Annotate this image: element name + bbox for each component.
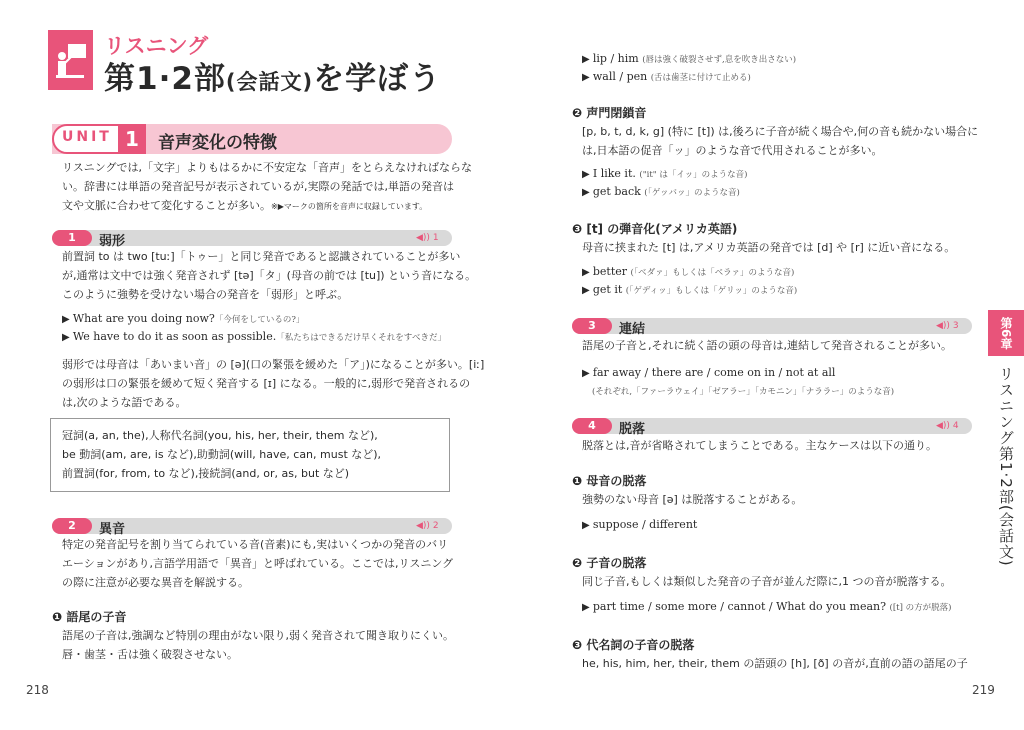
example-sentence: ▶ far away / there are / come on in / not at all <box>582 366 836 379</box>
audio-track[interactable]: ◀)) 2 <box>416 521 439 531</box>
section-number: 2 <box>52 518 92 534</box>
play-marker-icon: ▶ <box>582 267 593 278</box>
play-marker-icon: ▶ <box>62 314 73 325</box>
page-number: 218 <box>26 683 49 697</box>
subsection-title: ❷ 声門閉鎖音 <box>572 106 647 120</box>
audio-track[interactable]: ◀)) 1 <box>416 233 439 243</box>
subsection-title: ❸ [t] の弾音化(アメリカ英語) <box>572 222 738 236</box>
flapping-paragraph: 母音に挟まれた [t] は,アメリカ英語の発音では [d] や [r] に近い音になる。 <box>582 241 956 254</box>
audio-track[interactable]: ◀)) 4 <box>936 421 959 431</box>
page-title: 第1·2部(会話文)を学ぼう <box>104 61 442 97</box>
play-marker-icon: ▶ <box>582 520 593 531</box>
lecture-icon <box>48 30 93 90</box>
glottal-stop-paragraph: [p, b, t, d, k, g] (特に [t]) は,後ろに子音が続く場合や,何の音も続かない場合に は,日本語の促音「ッ」のような音で代用されることが多い。 <box>582 125 979 157</box>
chapter-title-vertical: リスニング第1·2部(会話文) <box>997 366 1015 567</box>
speaker-icon: ◀)) <box>416 521 430 531</box>
weak-form-paragraph-2: 弱形では母音は「あいまい音」の [ə](口の緊張を緩めた「ア」)になることが多い。[iː] の弱形は口の緊張を緩めて短く発音する [ɪ] になる。一般的に,弱形で発音されるの は,次のような語である。 <box>62 358 485 409</box>
play-marker-icon: ▶ <box>582 368 593 379</box>
section-title: 連結 <box>619 322 646 337</box>
unit-label: UNIT <box>62 129 112 145</box>
section-number: 1 <box>52 230 92 246</box>
play-marker-icon: ▶ <box>582 169 593 180</box>
speaker-icon: ◀)) <box>936 321 950 331</box>
page-number: 219 <box>972 683 995 697</box>
example-sentence: ▶ lip / him (唇は強く破裂させず,息を吹き出さない) <box>582 52 797 65</box>
section-title: 弱形 <box>99 234 126 249</box>
play-marker-icon: ▶ <box>582 54 593 65</box>
section-title: 異音 <box>99 522 126 537</box>
intro-paragraph: リスニングでは,「文字」よりもはるかに不安定な「音声」をとらえなければならな い。辞書には単語の発音記号が表示されているが,実際の発話では,単語の発音は 文や文脈に合わせて変化することが多い。※▶マークの箇所を音声に収録しています。 <box>62 161 473 212</box>
audio-note: ※▶マークの箇所を音声に収録しています。 <box>271 202 428 211</box>
example-sentence: ▶ What are you doing now?「今何をしているの?」 <box>62 312 305 325</box>
unit-title: 音声変化の特徴 <box>158 133 277 153</box>
play-marker-icon: ▶ <box>582 187 593 198</box>
section-number: 3 <box>572 318 612 334</box>
example-sentence: ▶ better (「ベダァ」もしくは「ベラァ」のような音) <box>582 265 795 278</box>
example-sentence: ▶ part time / some more / cannot / What do you mean? ([t] の方が脱落) <box>582 600 952 613</box>
subsection-title: ❸ 代名詞の子音の脱落 <box>572 638 695 652</box>
section-number: 4 <box>572 418 612 434</box>
example-sentence: ▶ wall / pen (舌は歯茎に付けて止める) <box>582 70 751 83</box>
audio-track[interactable]: ◀)) 3 <box>936 321 959 331</box>
word-list: 冠詞(a, an, the),人称代名詞(you, his, her, their, them など), be 動詞(am, are, is など),助動詞(will, have, can, must など), 前置詞(for, from, to など),接続詞(and, or, as, but など) <box>62 429 382 480</box>
linking-paragraph: 語尾の子音と,それに続く語の頭の母音は,連結して発音されることが多い。 <box>582 339 952 352</box>
allophone-paragraph: 特定の発音記号を割り当てられている音(音素)にも,実はいくつかの発音のバリ エーションがあり,言語学用語で「異音」と呼ばれている。ここでは,リスニング の際に注意が必要な異音を解説する。 <box>62 538 454 589</box>
pronoun-elision-text: he, his, him, her, their, them の語頭の [h], [ð] の音が,直前の語の語尾の子 <box>582 657 968 670</box>
play-marker-icon: ▶ <box>582 285 593 296</box>
speaker-icon: ◀)) <box>416 233 430 243</box>
speaker-icon: ◀)) <box>936 421 950 431</box>
weak-form-paragraph: 前置詞 to は two [tuː]「トゥー」と同じ発音であると認識されていることが多い が,通常は文中では強く発音されず [tə]「タ」(母音の前では [tu]) という音になる。 このように強勢を受けない場合の発音を「弱形」と呼ぶ。 <box>62 250 477 301</box>
unit-number: 1 <box>118 124 146 154</box>
elision-paragraph: 脱落とは,音が省略されてしまうことである。主なケースは以下の通り。 <box>582 439 937 452</box>
example-sentence: ▶ I like it. ("it" は「イッ」のような音) <box>582 167 748 180</box>
example-sentence: ▶ We have to do it as soon as possible.「私たちはできるだけ早くそれをすべきだ」 <box>62 330 447 343</box>
play-marker-icon: ▶ <box>582 602 593 613</box>
play-marker-icon: ▶ <box>62 332 73 343</box>
section-title: 脱落 <box>619 422 646 437</box>
header-subtitle: リスニング <box>104 34 209 58</box>
subsection-title: ❷ 子音の脱落 <box>572 556 647 570</box>
consonant-elision-text: 同じ子音,もしくは類似した発音の子音が並んだ際に,1 つの音が脱落する。 <box>582 575 952 588</box>
play-marker-icon: ▶ <box>582 72 593 83</box>
example-gloss: (それぞれ,「ファーラウェイ」「ゼアラー」「カモニン」「ナララー」のような音) <box>592 387 895 397</box>
example-sentence: ▶ get back (「ゲッバッ」のような音) <box>582 185 740 198</box>
subsection-title: ❶ 母音の脱落 <box>572 474 647 488</box>
subsection-title: ❶ 語尾の子音 <box>52 610 127 624</box>
example-sentence: ▶ get it (「ゲディッ」もしくは「ゲリッ」のような音) <box>582 283 798 296</box>
example-sentence: ▶ suppose / different <box>582 518 698 531</box>
final-consonant-paragraph: 語尾の子音は,強調など特別の理由がない限り,弱く発音されて聞き取りにくい。 唇・歯茎・舌は強く破裂させない。 <box>62 629 454 661</box>
chapter-tab[interactable]: 第6章 <box>988 310 1024 356</box>
vowel-elision-text: 強勢のない母音 [ə] は脱落することがある。 <box>582 493 803 506</box>
